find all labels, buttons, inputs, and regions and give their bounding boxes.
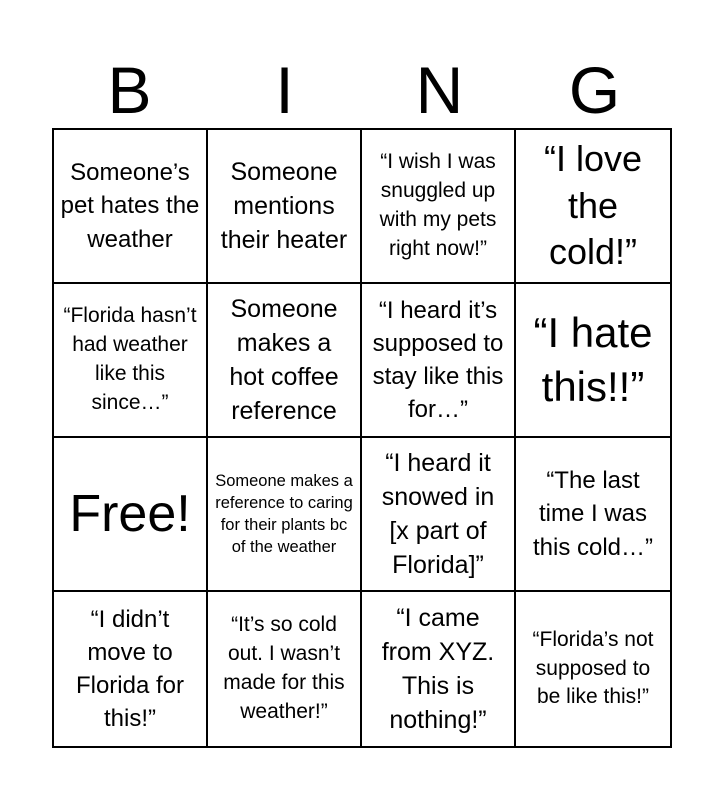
bingo-cell-text: “Florida’s not supposed to be like this!” [532,627,654,709]
bingo-cell-text: “I love the cold!” [543,137,643,273]
header-letter-i: I [275,53,294,127]
bingo-cell-text: “I didn’t move to Florida for this!” [75,605,185,733]
bingo-cell-r2c2[interactable] [208,284,362,438]
bingo-cell-r2c1[interactable] [54,284,208,438]
bingo-cell-r4c4[interactable] [516,592,670,746]
bingo-cell-r3c4[interactable] [516,438,670,592]
bingo-cell-text: Someone makes a reference to caring for their plants bc of the weather [215,471,353,557]
bingo-cell-free[interactable] [54,438,208,592]
bingo-cell-text: “The last time I was this cold…” [532,467,654,561]
header-letter-g: G [568,53,621,127]
bingo-cell-r4c3[interactable] [362,592,516,746]
bingo-cell-r3c3[interactable] [362,438,516,592]
bingo-cell-r4c2[interactable] [208,592,362,746]
bingo-cell-text: “I heard it’s supposed to stay like this for…” [372,296,504,424]
bingo-cell-text: “I hate this!!” [533,309,653,410]
bingo-cell-text: Someone mentions their heater [220,158,348,254]
header-letter-b: B [107,53,152,127]
bingo-cell-r1c1[interactable] [54,130,208,284]
header-letter-n: N [415,53,464,127]
bingo-cell-text: “I wish I was snuggled up with my pets right now!” [379,150,497,260]
bingo-header [52,52,672,128]
bingo-cell-text: Someone’s pet hates the weather [60,159,200,253]
bingo-cell-r2c3[interactable] [362,284,516,438]
bingo-cell-r2c4[interactable] [516,284,670,438]
bingo-cell-r1c3[interactable] [362,130,516,284]
bingo-cell-r3c2[interactable] [208,438,362,592]
bingo-cell-text: “It’s so cold out. I wasn’t made for this weather!” [223,613,345,723]
bingo-cell-text: “I came from XYZ. This is nothing!” [381,604,495,734]
bingo-cell-r1c2[interactable] [208,130,362,284]
bingo-cell-text: “Florida hasn’t had weather like this since…” [63,304,197,414]
bingo-cell-text: “I heard it snowed in [x part of Florida]” [381,449,495,579]
bingo-cell-r4c1[interactable] [54,592,208,746]
bingo-cell-text: Someone makes a hot coffee reference [229,295,339,425]
bingo-cell-r1c4[interactable] [516,130,670,284]
bingo-board [52,128,672,748]
bingo-cell-text: Free! [69,484,191,543]
